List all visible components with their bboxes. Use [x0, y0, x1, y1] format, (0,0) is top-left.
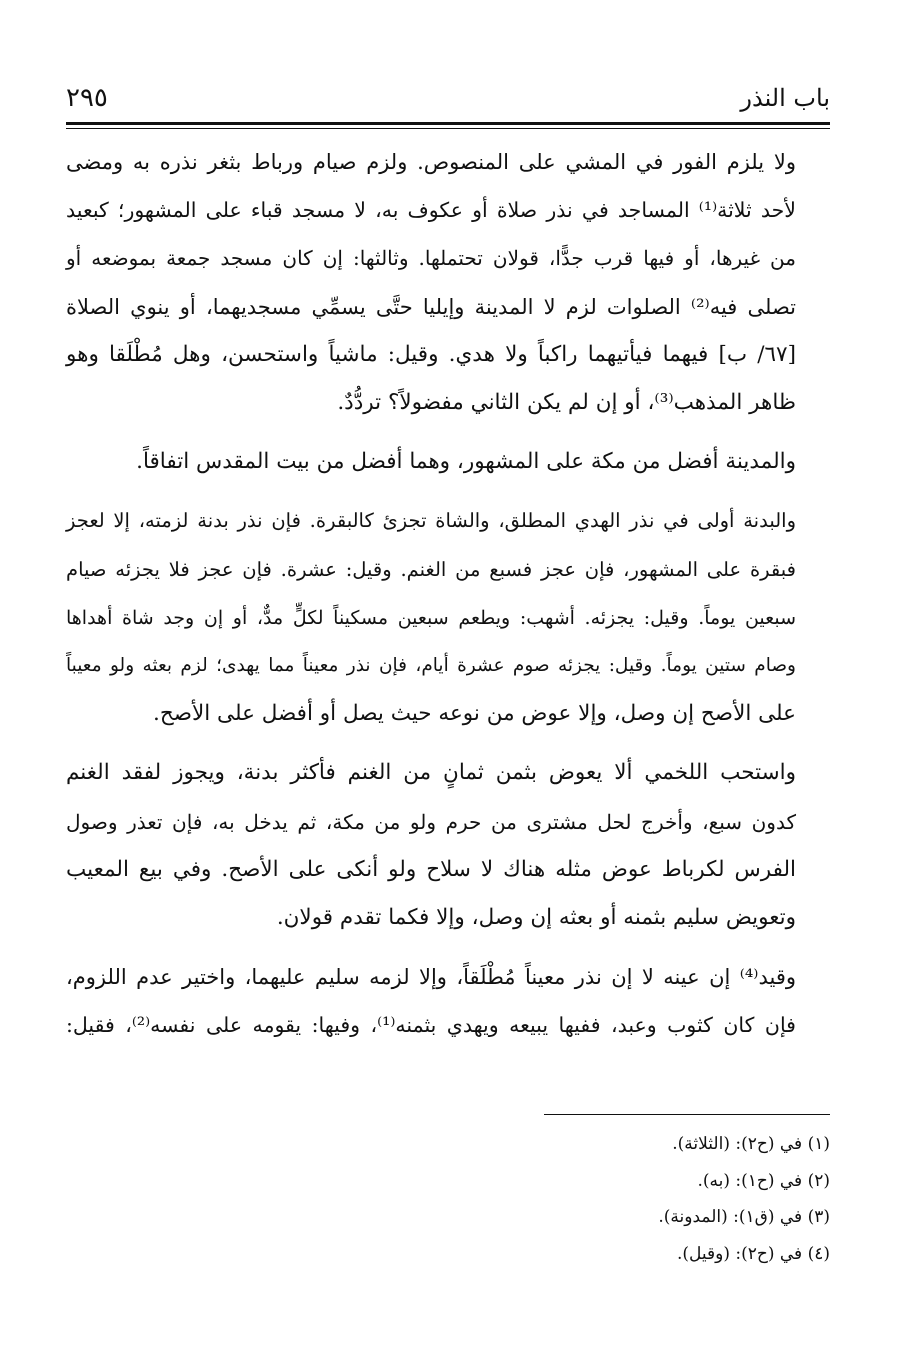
- chapter-title: باب النذر: [740, 84, 830, 112]
- main-text: [66, 138, 830, 1050]
- footnotes: [300, 1126, 830, 1272]
- text-line: فبقرة على المشهور، فإن عجز فسبع من الغنم. وقيل: عشرة. فإن عجز فلا يجزئه صيام: [66, 557, 796, 581]
- text-line: على الأصح إن وصل، وإلا عوض من نوعه حيث يصل أو أفضل على الأصح.: [153, 701, 796, 727]
- paragraph: [66, 749, 830, 942]
- paragraph: [66, 497, 830, 738]
- footnote: (٣) في (ق١): (المدونة).: [658, 1207, 830, 1227]
- text-line: وتعويض سليم بثمنه أو بعثه إن وصل، وإلا فكما تقدم قولان.: [276, 905, 796, 931]
- paragraph: [66, 138, 830, 427]
- text-line: ولا يلزم الفور في المشي على المنصوص. ولزم صيام ورباط بثغر نذره به ومضى: [66, 150, 796, 174]
- text-line: والمدينة أفضل من مكة على المشهور، وهما أفضل من بيت المقدس اتفاقاً.: [136, 449, 796, 475]
- text-line: [٦٧/ ب] فيهما فيأتيهما راكباً ولا هدي. وقيل: ماشياً واستحسن، وهل مُطْلَقا وهو: [66, 341, 796, 367]
- text-line: الفرس لكرباط عوض مثله هناك لا سلاح ولو أنكى على الأصح. وفي بيع المعيب: [66, 856, 796, 882]
- footnote: (٤) في (ح٢): (وقيل).: [676, 1243, 830, 1264]
- page-number: ٢٩٥: [66, 83, 108, 113]
- footnote: (٢) في (ح١): (به).: [697, 1170, 830, 1191]
- text-line: تصلى فيه⁽²⁾ الصلوات لزم لا المدينة وإيليا حتَّى يسمِّي مسجديهما، أو ينوي الصلاة: [66, 294, 797, 319]
- text-line: فإن كان كثوب وعبد، ففيها يبيعه ويهدي بثمنه⁽¹⁾، وفيها: يقومه على نفسه⁽²⁾، فقيل:: [66, 1013, 796, 1038]
- text-line: والبدنة أولى في نذر الهدي المطلق، والشاة تجزئ كالبقرة. فإن نذر بدنة لزمته، إلا لعجز: [66, 509, 796, 533]
- text-line: سبعين يوماً. وقيل: يجزئه. أشهب: ويطعم سبعين مسكيناً لكلٍّ مدٌّ، أو إن وجد شاة أهداها: [66, 606, 796, 629]
- paragraph: [66, 438, 830, 486]
- paragraph: [66, 953, 830, 1049]
- page-header: [66, 78, 830, 114]
- footnote-separator: [544, 1114, 830, 1115]
- text-line: لأحد ثلاثة⁽¹⁾ المساجد في نذر صلاة أو عكوف به، لا مسجد قباء على المشهور؛ كبعيد: [66, 198, 796, 223]
- text-line: ظاهر المذهب⁽³⁾، أو إن لم يكن الثاني مفضولاً؟ تردُّدٌ.: [337, 390, 796, 416]
- footnote: (١) في (ح٢): (الثلاثة).: [672, 1134, 830, 1154]
- text-line: وقيد⁽⁴⁾ إن عينه لا إن نذر معيناً مُطْلَقاً، وإلا لزمه سليم عليهما، واختير عدم اللزوم،: [66, 965, 796, 990]
- header-rule: [66, 122, 830, 129]
- text-line: وصام ستين يوماً. وقيل: يجزئه صوم عشرة أيام، فإن نذر معيناً مما يهدى؛ لزم بعثه ولو معيباً: [66, 655, 796, 677]
- text-line: كدون سبع، وأخرج لحل مشترى من حرم ولو من مكة، ثم يدخل به، فإن تعذر وصول: [66, 809, 796, 834]
- text-line: من غيرها، أو فيها قرب جدًّا، قولان تحتملها. وثالثها: إن كان مسجد جمعة بموضعه أو: [66, 246, 796, 271]
- text-line: واستحب اللخمي ألا يعوض بثمن ثمانٍ من الغنم فأكثر بدنة، ويجوز لفقد الغنم: [66, 760, 796, 786]
